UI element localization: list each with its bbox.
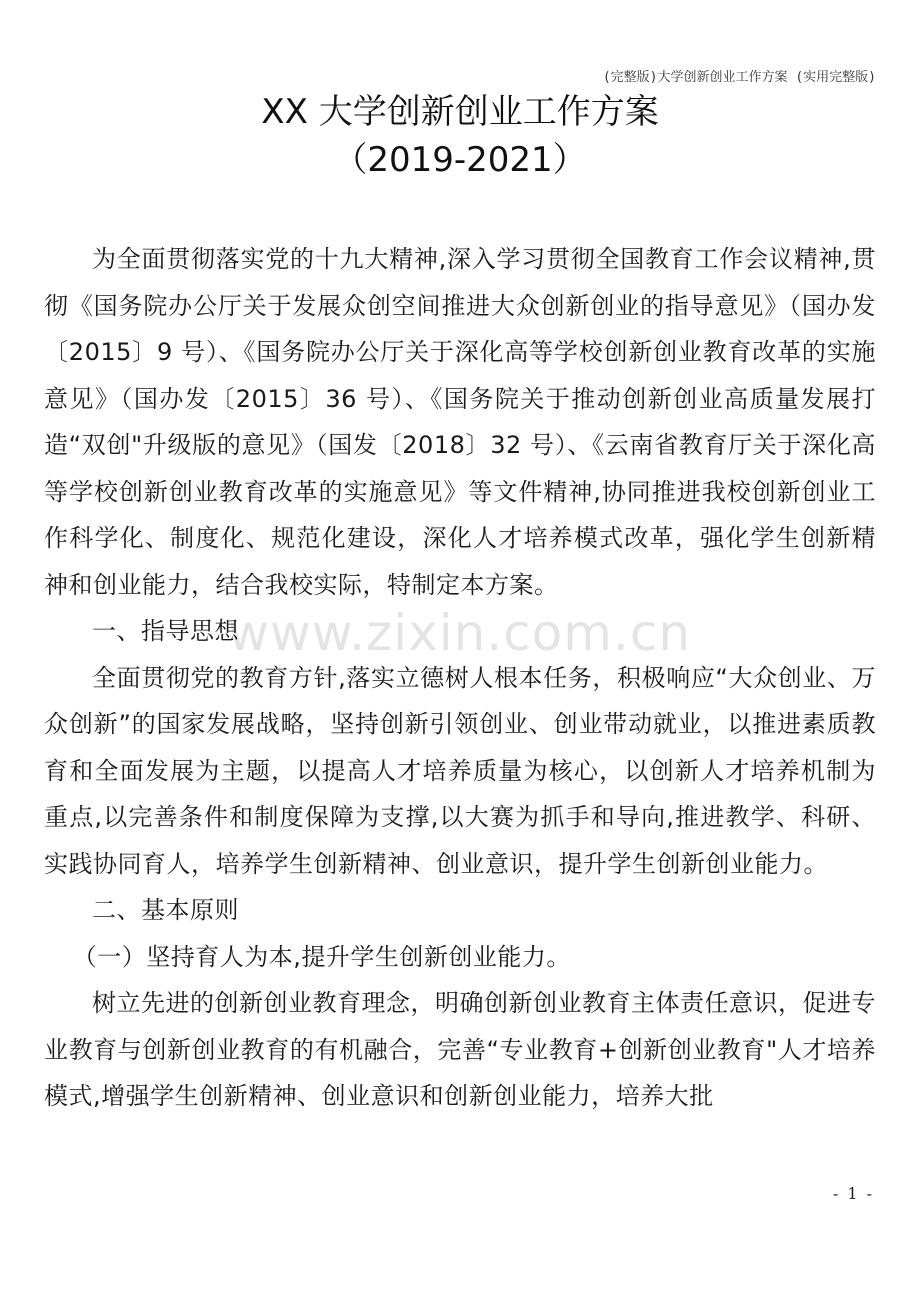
- intro-paragraph: 为全面贯彻落实党的十九大精神,深入学习贯彻全国教育工作会议精神,贯彻《国务院办公厅关于发展众创空间推进大众创新创业的指导意见》（国办发〔2015〕9 号）、《国务院办公厅关于深化高等学校创新创业教育改革的实施意见》（国办发〔2015〕36 号）、《国务院关于推动创新创业高质量发展打造“双创"升级版的意见》（国发〔2018〕32 号）、《云南省教育厅关于深化高等学校创新创业教育改革的实施意见》等文件精神,协同推进我校创新创业工作科学化、制度化、规范化建设，深化人才培养模式改革，强化学生创新精神和创业能力，结合我校实际，特制定本方案。: [44, 245, 876, 599]
- running-header: (完整版)大学创新创业工作方案 (实用完整版): [602, 70, 876, 85]
- section-2-subheading-1: （一）坚持育人为本,提升学生创新创业能力。: [72, 942, 571, 971]
- document-body: [44, 236, 876, 1120]
- section-2-paragraph-1: 树立先进的创新创业教育理念，明确创新创业教育主体责任意识，促进专业教育与创新创业教育的有机融合，完善“专业教育+创新创业教育"人才培养模式,增强学生创新精神、创业意识和创新创业能力，培养大批: [44, 989, 876, 1110]
- section-1-heading: 一、指导思想: [92, 617, 239, 645]
- section-1-paragraph: 全面贯彻党的教育方针,落实立德树人根本任务，积极响应“大众创业、万众创新”的国家发展战略，坚持创新引领创业、创业带动就业，以推进素质教育和全面发展为主题，以提高人才培养质量为核心，以创新人才培养机制为重点,以完善条件和制度保障为支撑,以大赛为抓手和导向,推进教学、科研、实践协同育人，培养学生创新精神、创业意识，提升学生创新创业能力。: [44, 663, 876, 878]
- section-2-heading: 二、基本原则: [92, 896, 239, 924]
- watermark: www.zixin.com.cn: [228, 604, 692, 662]
- document-subtitle: （2019-2021）: [333, 140, 587, 180]
- page-number: - 1 -: [832, 1184, 874, 1203]
- document-title: XX 大学创新创业工作方案: [261, 92, 659, 132]
